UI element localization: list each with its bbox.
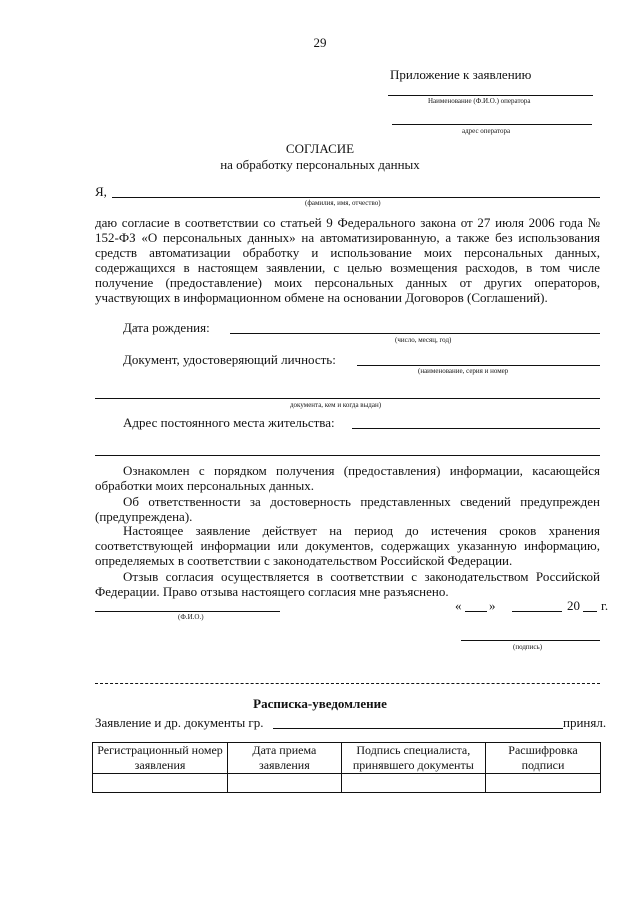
consent-paragraph: даю согласие в соответствии со статьей 9 Федерального закона от 27 июля 2006 года № 152-ФЗ «О персональных данных» на автоматизированную, а также без использования средств автоматизации обработку и использование моих персональных данных, содержащихся в настоящем заявлении, с целью возмещения расходов, в том числе получение (предоставление) моих персональных данных от других операторов, участвующих в информационном обмене на основании Договоров (Соглашений). (95, 215, 600, 305)
cell-signature-decoding[interactable] (485, 774, 600, 793)
operator-name-caption: Наименование (Ф.И.О.) оператора (428, 97, 531, 105)
birth-date-caption: (число, месяц, год) (395, 336, 452, 344)
date-month-line[interactable] (512, 611, 562, 612)
date-day-line[interactable] (465, 611, 487, 612)
paragraph-responsibility: Об ответственности за достоверность представленных сведений предупрежден (предупреждена). (95, 494, 600, 524)
applicant-name-caption: (фамилия, имя, отчество) (305, 199, 381, 207)
appendix-title: Приложение к заявлению (390, 67, 532, 82)
receipt-statement-prefix: Заявление и др. документы гр. (95, 715, 264, 730)
operator-name-line[interactable] (388, 95, 593, 96)
cell-registration-number[interactable] (93, 774, 228, 793)
receipt-table-header-row (93, 743, 601, 774)
receipt-table (92, 742, 601, 793)
paragraph-acknowledged: Ознакомлен с порядком получения (предоставления) информации, касающейся обработки моих персональных данных. (95, 463, 600, 493)
address-label: Адрес постоянного места жительства: (123, 415, 335, 430)
cell-receipt-date[interactable] (228, 774, 342, 793)
header-registration-number: Регистрационный номер заявления (93, 743, 228, 774)
document-issued-line[interactable] (95, 398, 600, 399)
paragraph-revocation: Отзыв согласия осуществляется в соответствии с законодательством Российской Федерации. Право отзыва настоящего согласия мне разъяснено. (95, 569, 600, 599)
receipt-statement-suffix: принял. (563, 715, 607, 730)
date-year-prefix: 20 (567, 598, 580, 613)
receipt-title: Расписка-уведомление (253, 696, 387, 711)
fio-caption: (Ф.И.О.) (178, 613, 204, 621)
header-specialist-signature: Подпись специалиста, принявшего документы (341, 743, 485, 774)
signature-line[interactable] (461, 640, 600, 641)
date-close-quote: » (489, 598, 496, 613)
date-year-suffix: г. (601, 598, 609, 613)
page-number: 29 (313, 35, 327, 50)
cut-line (95, 683, 600, 684)
document-title: СОГЛАСИЕ (285, 141, 355, 156)
date-open-quote: « (455, 598, 462, 613)
operator-address-line[interactable] (392, 124, 592, 125)
header-receipt-date: Дата приема заявления (228, 743, 342, 774)
cell-specialist-signature[interactable] (341, 774, 485, 793)
fio-line[interactable] (95, 611, 280, 612)
document-issued-caption: документа, кем и когда выдан) (290, 401, 382, 409)
operator-address-caption: адрес оператора (462, 127, 511, 135)
signature-caption: (подпись) (513, 643, 543, 651)
document-label: Документ, удостоверяющий личность: (123, 352, 336, 367)
birth-date-label: Дата рождения: (123, 320, 210, 335)
address-line[interactable] (352, 428, 600, 429)
birth-date-line[interactable] (230, 333, 600, 334)
document-line[interactable] (357, 365, 600, 366)
paragraph-validity: Настоящее заявление действует на период до истечения сроков хранения соответствующей информации или документов, содержащих указанную информацию, определяемых в соответствии с законодательством Российской Федерации. (95, 523, 600, 568)
applicant-prefix: Я, (95, 184, 107, 199)
document-subtitle: на обработку персональных данных (220, 157, 420, 172)
address-line-2[interactable] (95, 455, 600, 456)
receipt-name-line[interactable] (273, 728, 563, 729)
header-signature-decoding: Расшифровка подписи (485, 743, 600, 774)
receipt-table-row (93, 774, 601, 793)
document-caption: (наименование, серия и номер (418, 367, 509, 375)
date-year-line[interactable] (583, 611, 597, 612)
applicant-name-line[interactable] (112, 197, 600, 198)
